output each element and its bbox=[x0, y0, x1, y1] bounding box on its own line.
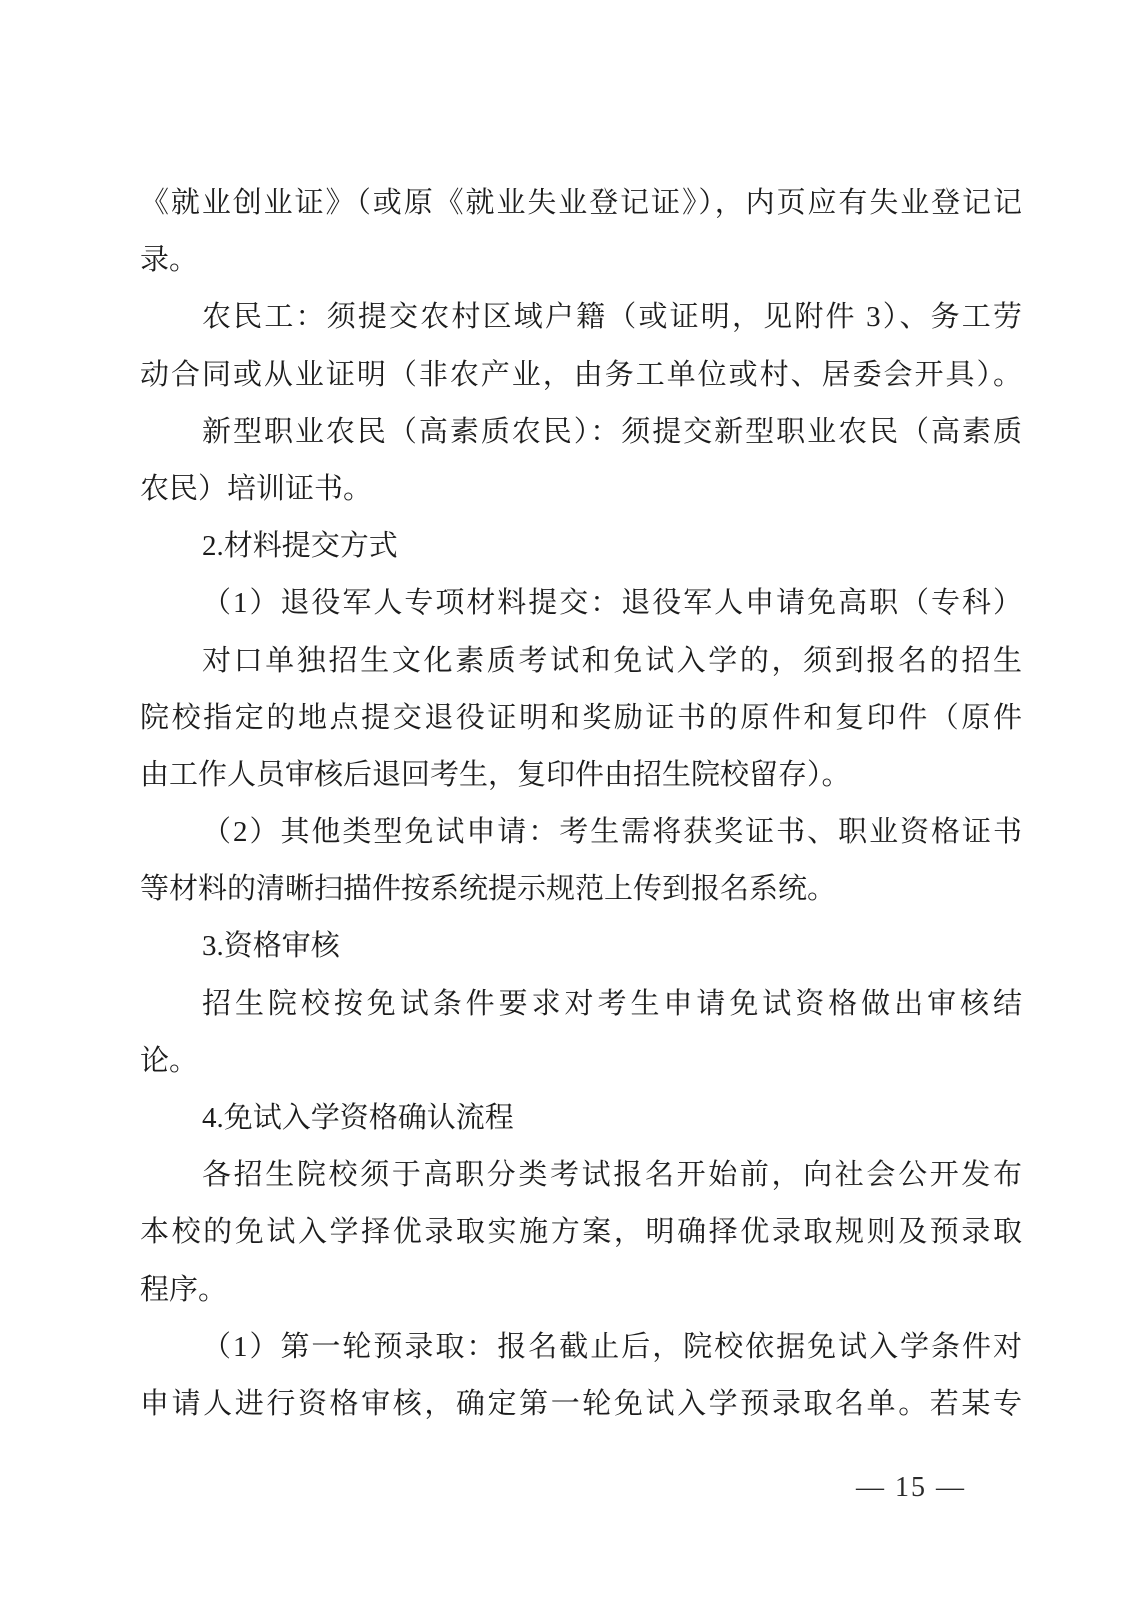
body-text bbox=[140, 175, 1022, 1433]
text-line: 《就业创业证》（或原《就业失业登记证》），内页应有失业登记记 bbox=[140, 187, 1022, 219]
text-line: 由工作人员审核后退回考生，复印件由招生院校留存）。 bbox=[140, 758, 851, 791]
text-line: 4.免试入学资格确认流程 bbox=[202, 1102, 514, 1134]
text-line: 程序。 bbox=[140, 1273, 228, 1306]
text-line: 论。 bbox=[140, 1044, 199, 1077]
text-line: 3.资格审核 bbox=[202, 930, 340, 963]
text-line: 2.材料提交方式 bbox=[202, 530, 398, 563]
text-line: 农民）培训证书。 bbox=[140, 472, 373, 505]
text-line: （1）第一轮预录取：报名截止后，院校依据免试入学条件对 bbox=[202, 1330, 1022, 1363]
text-line: 本校的免试入学择优录取实施方案，明确择优录取规则及预录取 bbox=[140, 1216, 1022, 1249]
text-line: 农民工：须提交农村区域户籍（或证明，见附件 3）、务工劳 bbox=[202, 301, 1022, 334]
text-line: 招生院校按免试条件要求对考生申请免试资格做出审核结 bbox=[202, 987, 1022, 1020]
text-line: 等材料的清晰扫描件按系统提示规范上传到报名系统。 bbox=[140, 873, 837, 906]
text-line: （1）退役军人专项材料提交：退役军人申请免高职（专科） bbox=[202, 587, 1022, 620]
text-line: 动合同或从业证明（非农产业，由务工单位或村、居委会开具）。 bbox=[140, 358, 1022, 391]
text-line: 录。 bbox=[140, 244, 199, 277]
text-line: 各招生院校须于高职分类考试报名开始前，向社会公开发布 bbox=[202, 1159, 1022, 1192]
page-number: — 15 — bbox=[856, 1472, 966, 1503]
text-line: 对口单独招生文化素质考试和免试入学的，须到报名的招生 bbox=[202, 644, 1022, 677]
text-line: 新型职业农民（高素质农民）：须提交新型职业农民（高素质 bbox=[202, 415, 1022, 448]
text-line: 申请人进行资格审核，确定第一轮免试入学预录取名单。若某专 bbox=[140, 1387, 1022, 1420]
text-line: 院校指定的地点提交退役证明和奖励证书的原件和复印件（原件 bbox=[140, 701, 1022, 734]
text-line: （2）其他类型免试申请：考生需将获奖证书、职业资格证书 bbox=[202, 816, 1022, 849]
